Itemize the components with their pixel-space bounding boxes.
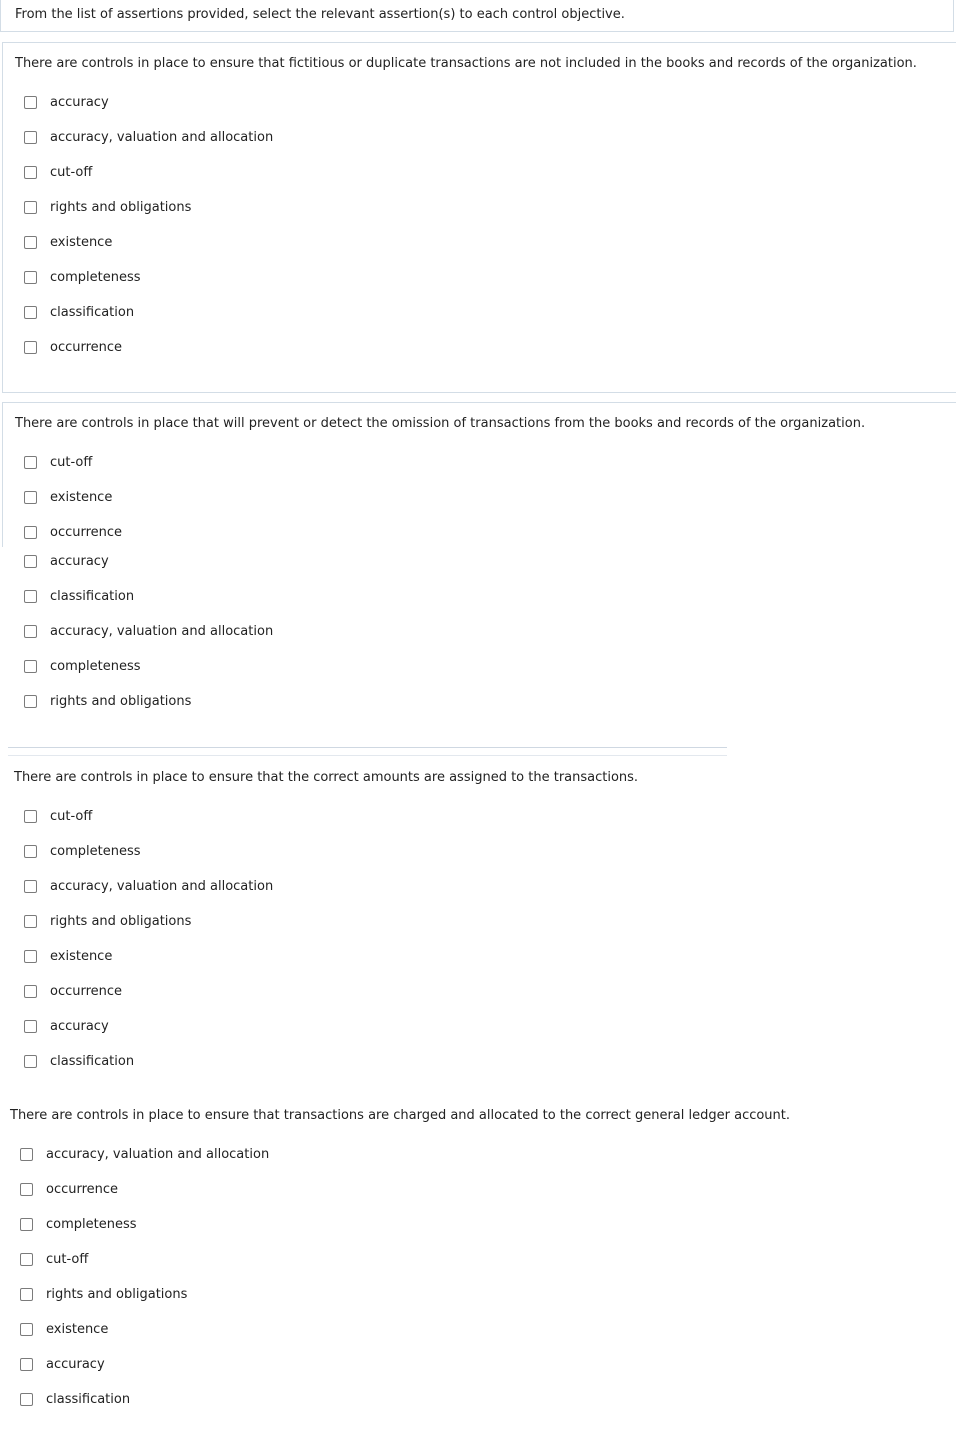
option-checkbox[interactable] (24, 660, 37, 673)
option-label[interactable]: accuracy (50, 94, 109, 110)
option-label[interactable]: rights and obligations (50, 199, 192, 215)
question-3 (0, 757, 956, 1077)
option-checkbox[interactable] (20, 1323, 33, 1336)
option-label[interactable]: cut-off (46, 1251, 89, 1267)
option-checkbox[interactable] (24, 845, 37, 858)
option-checkbox[interactable] (24, 590, 37, 603)
option-checkbox[interactable] (20, 1358, 33, 1371)
option-row[interactable] (20, 1214, 137, 1234)
option-label[interactable]: cut-off (50, 808, 93, 824)
question-4 (0, 1095, 956, 1425)
option-checkbox[interactable] (24, 271, 37, 284)
option-row[interactable] (24, 946, 112, 966)
option-checkbox[interactable] (20, 1218, 33, 1231)
option-row[interactable] (24, 92, 109, 112)
option-label[interactable]: rights and obligations (46, 1286, 188, 1302)
option-checkbox[interactable] (24, 306, 37, 319)
option-label[interactable]: occurrence (50, 983, 123, 999)
question-divider (8, 747, 727, 756)
option-label[interactable]: classification (50, 588, 135, 604)
option-label[interactable]: occurrence (50, 339, 123, 355)
instructions-text: From the list of assertions provided, select the relevant assertion(s) to each control objective. (15, 7, 625, 22)
option-row[interactable] (24, 302, 134, 322)
option-checkbox[interactable] (20, 1183, 33, 1196)
option-label[interactable]: completeness (50, 269, 141, 285)
option-label[interactable]: completeness (50, 843, 141, 859)
option-checkbox[interactable] (24, 625, 37, 638)
option-row[interactable] (24, 232, 112, 252)
option-checkbox[interactable] (24, 456, 37, 469)
option-label[interactable]: existence (50, 948, 113, 964)
option-label[interactable]: occurrence (46, 1181, 119, 1197)
option-checkbox[interactable] (24, 1020, 37, 1033)
option-checkbox[interactable] (24, 915, 37, 928)
option-row[interactable] (24, 656, 141, 676)
option-row[interactable] (20, 1249, 88, 1269)
option-checkbox[interactable] (24, 166, 37, 179)
option-checkbox[interactable] (24, 880, 37, 893)
option-label[interactable]: accuracy, valuation and allocation (50, 878, 274, 894)
option-checkbox[interactable] (24, 950, 37, 963)
option-checkbox[interactable] (20, 1288, 33, 1301)
option-row[interactable] (24, 127, 273, 147)
option-label[interactable]: existence (50, 489, 113, 505)
option-label[interactable]: accuracy, valuation and allocation (50, 623, 274, 639)
option-row[interactable] (24, 1016, 109, 1036)
instructions-panel (0, 0, 954, 32)
option-label[interactable]: rights and obligations (50, 693, 192, 709)
option-label[interactable]: rights and obligations (50, 913, 192, 929)
option-row[interactable] (24, 452, 92, 472)
option-checkbox[interactable] (24, 131, 37, 144)
option-row[interactable] (20, 1179, 118, 1199)
option-checkbox[interactable] (24, 810, 37, 823)
option-label[interactable]: existence (50, 234, 113, 250)
option-label[interactable]: existence (46, 1321, 109, 1337)
option-row[interactable] (24, 621, 273, 641)
option-row[interactable] (20, 1284, 187, 1304)
option-row[interactable] (20, 1389, 130, 1409)
option-row[interactable] (24, 1051, 134, 1071)
option-row[interactable] (24, 586, 134, 606)
option-label[interactable]: classification (46, 1391, 131, 1407)
option-row[interactable] (24, 841, 141, 861)
option-checkbox[interactable] (24, 96, 37, 109)
option-label[interactable]: completeness (46, 1216, 137, 1232)
option-label[interactable]: classification (50, 304, 135, 320)
option-row[interactable] (20, 1144, 269, 1164)
option-checkbox[interactable] (20, 1148, 33, 1161)
option-checkbox[interactable] (24, 555, 37, 568)
option-checkbox[interactable] (24, 491, 37, 504)
option-checkbox[interactable] (20, 1253, 33, 1266)
option-row[interactable] (24, 981, 122, 1001)
option-row[interactable] (24, 911, 191, 931)
option-checkbox[interactable] (24, 695, 37, 708)
question-2 (2, 402, 956, 547)
option-label[interactable]: accuracy, valuation and allocation (50, 129, 274, 145)
option-checkbox[interactable] (24, 985, 37, 998)
question-prompt: There are controls in place that will prevent or detect the omission of transactions from the books and records of the organization. (15, 416, 866, 431)
option-checkbox[interactable] (24, 1055, 37, 1068)
option-row[interactable] (24, 267, 141, 287)
option-row[interactable] (24, 691, 191, 711)
option-row[interactable] (20, 1354, 105, 1374)
question-1 (2, 42, 956, 393)
option-checkbox[interactable] (24, 201, 37, 214)
question-prompt: There are controls in place to ensure that fictitious or duplicate transactions are not included in the books and records of the organization. (15, 56, 917, 71)
option-row[interactable] (24, 876, 273, 896)
option-checkbox[interactable] (24, 236, 37, 249)
option-label[interactable]: accuracy (50, 553, 109, 569)
option-label[interactable]: accuracy (50, 1018, 109, 1034)
option-label[interactable]: accuracy (46, 1356, 105, 1372)
option-row[interactable] (24, 337, 122, 357)
option-label[interactable]: accuracy, valuation and allocation (46, 1146, 270, 1162)
option-row[interactable] (24, 806, 92, 826)
option-row[interactable] (24, 162, 92, 182)
option-checkbox[interactable] (20, 1393, 33, 1406)
option-row[interactable] (24, 522, 122, 542)
option-row[interactable] (24, 197, 191, 217)
option-label[interactable]: completeness (50, 658, 141, 674)
option-label[interactable]: occurrence (50, 524, 123, 540)
option-label[interactable]: cut-off (50, 454, 93, 470)
option-row[interactable] (20, 1319, 108, 1339)
option-row[interactable] (24, 487, 112, 507)
option-label[interactable]: cut-off (50, 164, 93, 180)
option-label[interactable]: classification (50, 1053, 135, 1069)
option-checkbox[interactable] (24, 526, 37, 539)
question-prompt: There are controls in place to ensure that transactions are charged and allocated to the correct general ledger account. (10, 1108, 791, 1123)
question-prompt: There are controls in place to ensure that the correct amounts are assigned to the transactions. (14, 770, 639, 785)
option-row[interactable] (24, 551, 109, 571)
option-checkbox[interactable] (24, 341, 37, 354)
